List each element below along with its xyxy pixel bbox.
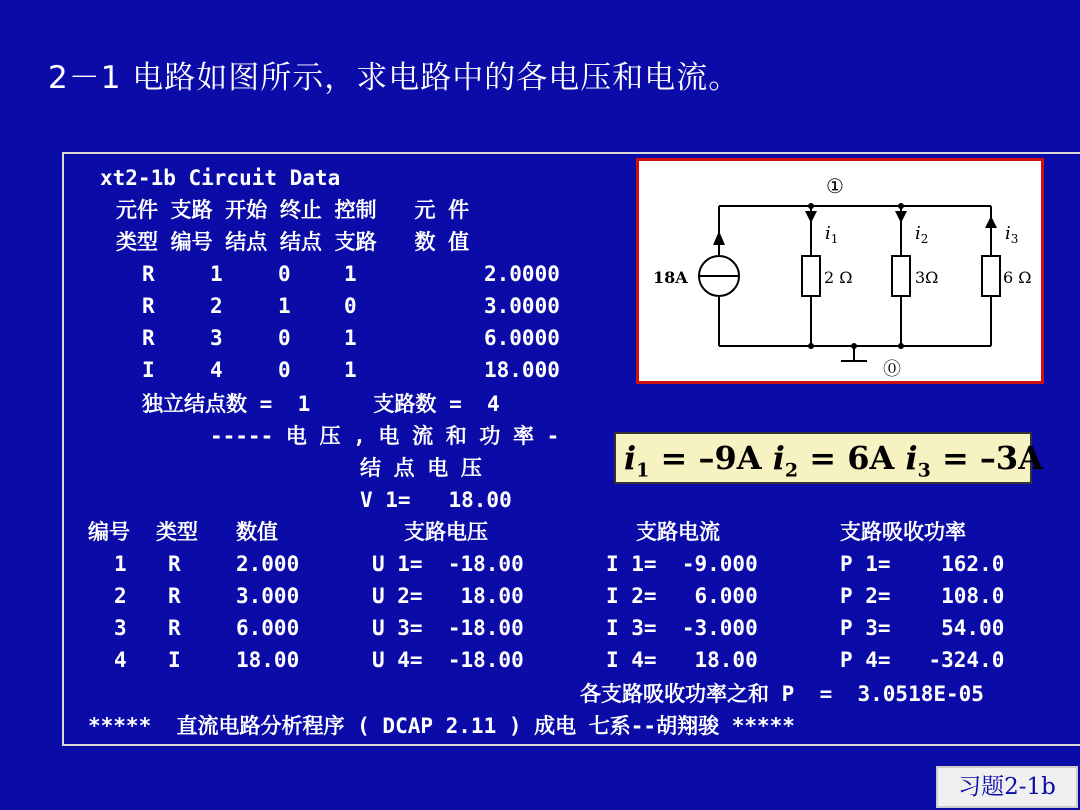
element-end: 1: [344, 262, 357, 286]
element-type: R: [142, 326, 155, 350]
result-value: 6.000: [236, 616, 300, 640]
header-type: 类型: [156, 520, 198, 544]
i3-arrow-icon: [985, 216, 997, 228]
header-num: 编号: [88, 520, 130, 544]
result-num: 2: [114, 584, 127, 608]
element-branch: 2: [210, 294, 223, 318]
result-power: P 4= -324.0: [840, 648, 1005, 672]
r3-label: 6 Ω: [1003, 268, 1032, 287]
header-voltage: 支路电压: [404, 520, 488, 544]
element-end: 1: [344, 358, 357, 382]
node-voltage-header: 结 点 电 压: [360, 456, 482, 480]
slide-title: 2－1 电路如图所示，求电路中的各电压和电流。: [48, 60, 741, 96]
result-power: P 3= 54.00: [840, 616, 1005, 640]
result-value: 18.00: [236, 648, 300, 672]
r2-label: 3Ω: [915, 268, 939, 287]
element-type: R: [142, 294, 155, 318]
r1-label: 2 Ω: [824, 268, 853, 287]
element-branch: 3: [210, 326, 223, 350]
element-value: 18.000: [484, 358, 560, 382]
section-divider-line: ----- 电 压 , 电 流 和 功 率 -: [210, 424, 560, 448]
i2-arrow-icon: [895, 211, 907, 223]
element-start: 0: [278, 358, 291, 382]
result-value: 3.000: [236, 584, 300, 608]
source-arrow-icon: [713, 231, 725, 245]
element-value: 6.0000: [484, 326, 560, 350]
total-power-line: 各支路吸收功率之和 P = 3.0518E-05: [580, 682, 984, 706]
result-num: 1: [114, 552, 127, 576]
i2-label: $i_2$: [915, 223, 929, 246]
node-voltage-value: V 1= 18.00: [360, 488, 512, 512]
header-value: 数值: [236, 520, 278, 544]
header-power: 支路吸收功率: [840, 520, 966, 544]
element-type: R: [142, 262, 155, 286]
element-start: 1: [278, 294, 291, 318]
element-value: 3.0000: [484, 294, 560, 318]
result-voltage: U 1= -18.00: [372, 552, 524, 576]
element-value: 2.0000: [484, 262, 560, 286]
program-footer: ***** 直流电路分析程序 ( DCAP 2.11 ) 成电 七系--胡翔骏 *****: [88, 714, 795, 738]
element-start: 0: [278, 326, 291, 350]
element-start: 0: [278, 262, 291, 286]
summary-line: 独立结点数 = 1 支路数 = 4: [142, 392, 500, 416]
result-voltage: U 2= 18.00: [372, 584, 524, 608]
column-headers-row1: 元件 支路 开始 终止 控制 元 件: [116, 198, 470, 222]
column-headers-row2: 类型 编号 结点 结点 支路 数 值: [116, 230, 470, 254]
answer-formula: $i_1 = -9A$ $i_2 = 6A$ $i_3 = -3A$: [614, 432, 1032, 484]
node-0-label: ⓪: [883, 359, 901, 380]
element-branch: 1: [210, 262, 223, 286]
result-current: I 4= 18.00: [606, 648, 758, 672]
element-end: 0: [344, 294, 357, 318]
result-type: R: [168, 552, 181, 576]
result-num: 3: [114, 616, 127, 640]
result-current: I 2= 6.000: [606, 584, 758, 608]
element-end: 1: [344, 326, 357, 350]
element-type: I: [142, 358, 155, 382]
result-voltage: U 3= -18.00: [372, 616, 524, 640]
junction-dots: [808, 203, 904, 349]
exercise-badge[interactable]: 习题2-1b: [936, 766, 1078, 808]
result-current: I 3= -3.000: [606, 616, 758, 640]
header-current: 支路电流: [636, 520, 720, 544]
data-header-line: xt2-1b Circuit Data: [100, 166, 341, 190]
result-power: P 1= 162.0: [840, 552, 1005, 576]
result-value: 2.000: [236, 552, 300, 576]
result-current: I 1= -9.000: [606, 552, 758, 576]
circuit-schematic: [639, 161, 1041, 381]
result-voltage: U 4= -18.00: [372, 648, 524, 672]
result-power: P 2= 108.0: [840, 584, 1005, 608]
circuit-diagram: [636, 158, 1044, 384]
node-1-label: ①: [826, 174, 844, 198]
i3-label: $i_3$: [1005, 223, 1019, 246]
element-branch: 4: [210, 358, 223, 382]
result-type: I: [168, 648, 181, 672]
result-type: R: [168, 584, 181, 608]
i1-label: $i_1$: [825, 223, 839, 246]
result-type: R: [168, 616, 181, 640]
result-num: 4: [114, 648, 127, 672]
i1-arrow-icon: [805, 211, 817, 223]
source-label: 18A: [653, 268, 688, 287]
